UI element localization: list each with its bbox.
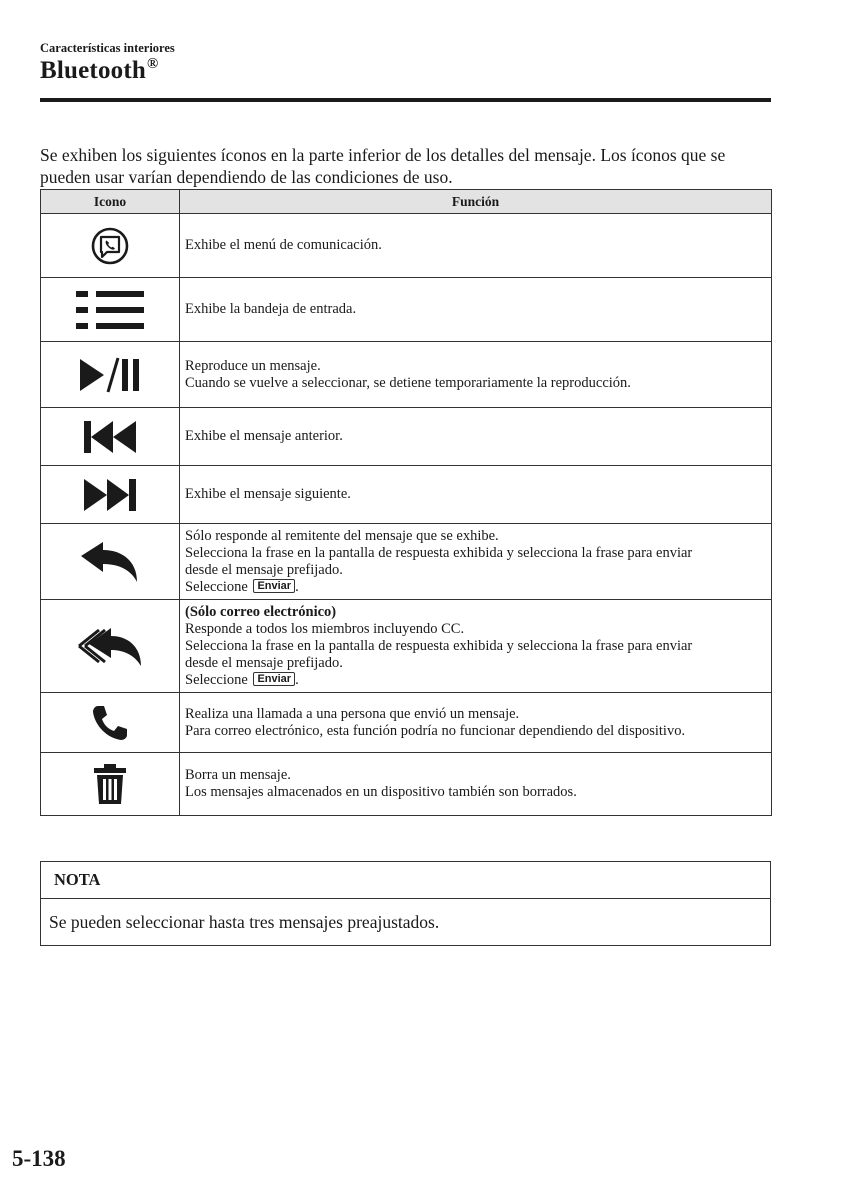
communication-menu-icon <box>90 226 130 266</box>
table-row <box>41 600 772 693</box>
table-row <box>41 408 772 466</box>
table-row <box>41 214 772 278</box>
enviar-button[interactable]: Enviar <box>253 672 295 686</box>
page-number: 5-138 <box>12 1146 66 1171</box>
previous-track-icon <box>82 419 138 455</box>
select-prefix: Seleccione <box>185 578 248 595</box>
function-text: Cuando se vuelve a seleccionar, se detiene temporariamente la reproducción. <box>185 374 631 391</box>
function-text: Exhibe el mensaje siguiente. <box>185 486 351 502</box>
inbox-list-icon <box>74 289 146 331</box>
function-text: Selecciona la frase en la pantalla de respuesta exhibida y selecciona la frase para enviar <box>185 544 693 561</box>
header-icon: Icono <box>41 190 180 214</box>
icon-function-table <box>40 189 772 816</box>
select-prefix: Seleccione <box>185 671 248 688</box>
table-row <box>41 342 772 408</box>
function-text: Borra un mensaje. <box>185 767 291 783</box>
trash-icon <box>93 763 127 805</box>
next-track-icon <box>82 477 138 513</box>
select-suffix: . <box>295 578 299 595</box>
function-text: Los mensajes almacenados en un dispositivo también son borrados. <box>185 784 577 800</box>
note-heading: NOTA <box>41 862 770 899</box>
enviar-button[interactable]: Enviar <box>253 579 295 593</box>
page-title-text: Bluetooth <box>40 57 146 84</box>
function-text: Reproduce un mensaje. <box>185 357 321 374</box>
play-pause-icon <box>78 356 142 394</box>
table-row <box>41 753 772 816</box>
function-text: Exhibe el menú de comunicación. <box>185 237 382 253</box>
registered-mark: ® <box>146 56 159 72</box>
function-text: Exhibe la bandeja de entrada. <box>185 301 357 317</box>
function-text: desde el mensaje prefijado. <box>185 561 343 578</box>
note-text: Se pueden seleccionar hasta tres mensajes preajustados. <box>49 912 440 932</box>
function-text: Realiza una llamada a una persona que envió un mensaje. <box>185 705 520 722</box>
reply-all-icon <box>77 624 143 668</box>
phone-call-icon <box>90 703 130 743</box>
intro-paragraph: Se exhiben los siguientes íconos en la parte inferior de los detalles del mensaje. Los íconos que se pueden usar varían dependiendo de las condiciones de uso. <box>40 145 726 187</box>
select-line <box>185 579 766 596</box>
note-box <box>40 861 771 946</box>
function-text: Sólo responde al remitente del mensaje que se exhibe. <box>185 527 499 544</box>
table-header-row <box>41 190 772 214</box>
page-title <box>40 56 158 85</box>
section-label: Características interiores <box>40 41 175 55</box>
select-suffix: . <box>295 671 299 688</box>
function-text: desde el mensaje prefijado. <box>185 654 343 671</box>
reply-icon <box>79 540 141 584</box>
function-text: Exhibe el mensaje anterior. <box>185 428 343 444</box>
select-line <box>185 672 766 689</box>
table-row <box>41 524 772 600</box>
function-heading: (Sólo correo electrónico) <box>185 603 337 620</box>
table-row <box>41 693 772 753</box>
function-text: Para correo electrónico, esta función podría no funcionar dependiendo del dispositivo. <box>185 722 686 739</box>
table-row <box>41 466 772 524</box>
function-text: Responde a todos los miembros incluyendo CC. <box>185 620 465 637</box>
function-text: Selecciona la frase en la pantalla de respuesta exhibida y selecciona la frase para enviar <box>185 637 693 654</box>
header-function: Función <box>180 190 772 214</box>
table-row <box>41 278 772 342</box>
title-rule <box>40 98 771 102</box>
